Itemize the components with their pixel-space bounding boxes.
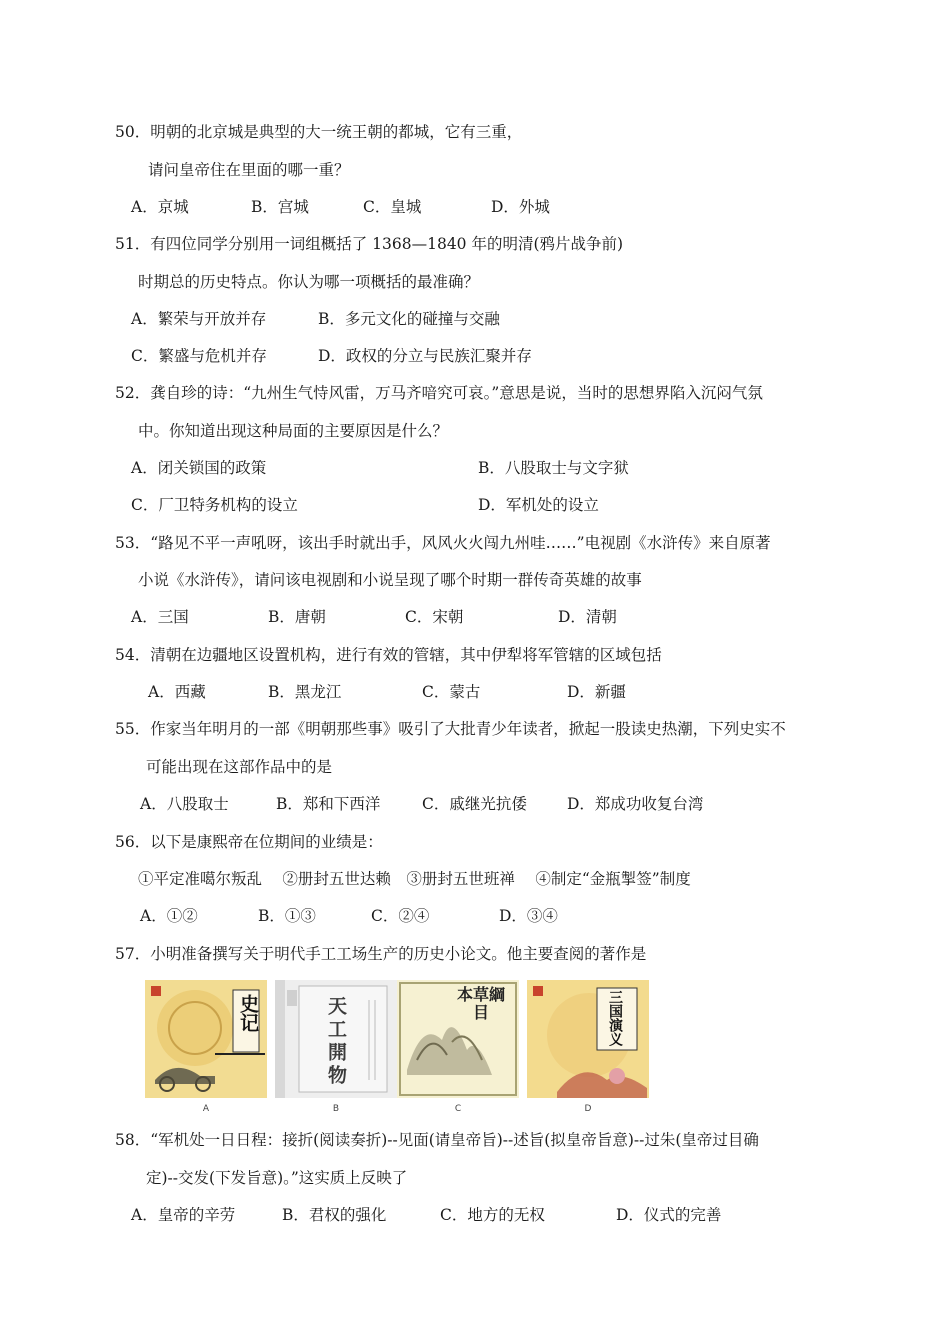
question-52-option-a: A．闭关锁国的政策 (131, 459, 267, 477)
question-58-stem: 58．“军机处一日日程：接折(阅读奏折)--见面(请皇帝旨)--述旨(拟皇帝旨意)--过朱(皇帝过目确 (115, 1131, 759, 1149)
book-b-title: 天工開物 (325, 996, 347, 1088)
question-53-option-d: D．清朝 (558, 608, 617, 626)
question-56-option-d: D．③④ (499, 907, 558, 925)
question-50-stem: 50．明朝的北京城是典型的大一统王朝的都城，它有三重， (115, 123, 523, 141)
book-cover-d (527, 980, 649, 1098)
question-51-option-d: D．政权的分立与民族汇聚并存 (318, 347, 532, 365)
question-58-option-a: A．皇帝的辛劳 (131, 1206, 236, 1224)
question-58-stem-cont: 定)--交发(下发旨意)。”这实质上反映了 (146, 1169, 408, 1187)
question-54-option-c: C．蒙古 (422, 683, 481, 701)
book-d-caption: D (584, 1104, 592, 1114)
question-51-stem-cont: 时期总的历史特点。你认为哪一项概括的最准确？ (138, 273, 480, 291)
question-53-stem-cont: 小说《水浒传》，请问该电视剧和小说呈现了哪个时期一群传奇英雄的故事 (138, 571, 642, 589)
book-a-title: 史记 (237, 994, 259, 1032)
question-54-option-b: B．黑龙江 (268, 683, 342, 701)
question-52-stem: 52．龚自珍的诗：“九州生气恃风雷，万马齐喑究可哀。”意思是说，当时的思想界陷入沉闷气氛 (115, 384, 763, 402)
question-54-stem: 54．清朝在边疆地区设置机构，进行有效的管辖，其中伊犁将军管辖的区域包括 (115, 646, 662, 664)
question-54-option-d: D．新疆 (567, 683, 626, 701)
question-51-option-a: A．繁荣与开放并存 (131, 310, 267, 328)
book-c-caption: C (454, 1104, 462, 1114)
question-53-option-b: B．唐朝 (268, 608, 326, 626)
question-50-option-b: B．宫城 (251, 198, 309, 216)
question-50-stem-cont: 请问皇帝住在里面的哪一重？ (148, 161, 350, 179)
book-b-caption: B (332, 1104, 340, 1114)
question-55-stem: 55．作家当年明月的一部《明朝那些事》吸引了大批青少年读者，掀起一股读史热潮，下列史实不 (115, 720, 786, 738)
question-56-option-a: A．①② (140, 907, 198, 925)
book-a-caption: A (202, 1104, 210, 1114)
question-54-option-a: A．西藏 (148, 683, 206, 701)
question-53-stem: 53．“路见不平一声吼呀，该出手时就出手，风风火火闯九州哇……”电视剧《水浒传》来自原著 (115, 534, 771, 552)
book-cover-images (145, 980, 665, 1115)
question-51-option-b: B．多元文化的碰撞与交融 (318, 310, 500, 328)
book-cover-a (145, 980, 267, 1098)
question-56-option-c: C．②④ (371, 907, 430, 925)
question-52-option-d: D．军机处的设立 (478, 496, 599, 514)
question-55-option-a: A．八股取士 (140, 795, 229, 813)
question-55-option-c: C．戚继光抗倭 (422, 795, 527, 813)
question-52-stem-cont: 中。你知道出现这种局面的主要原因是什么？ (138, 422, 449, 440)
book-cover-c (397, 980, 519, 1098)
question-52-option-b: B．八股取士与文字狱 (478, 459, 629, 477)
question-57-stem: 57．小明准备撰写关于明代手工工场生产的历史小论文。他主要查阅的著作是 (115, 945, 647, 963)
question-58-option-c: C．地方的无权 (440, 1206, 545, 1224)
question-53-option-c: C．宋朝 (405, 608, 464, 626)
question-56-option-b: B．①③ (258, 907, 316, 925)
question-51-option-c: C．繁盛与危机并存 (131, 347, 267, 365)
question-50-option-a: A．京城 (131, 198, 189, 216)
question-56-stem: 56．以下是康熙帝在位期间的业绩是： (115, 833, 383, 851)
question-55-stem-cont: 可能出现在这部作品中的是 (146, 758, 333, 776)
question-56-items: ①平定准噶尔叛乱 ②册封五世达赖 ③册封五世班禅 ④制定“金瓶掣签”制度 (138, 870, 691, 888)
question-53-option-a: A．三国 (131, 608, 189, 626)
question-58-option-d: D．仪式的完善 (616, 1206, 722, 1224)
question-51-stem: 51．有四位同学分别用一词组概括了 1368—1840 年的明清(鸦片战争前) (115, 235, 624, 253)
question-50-option-c: C．皇城 (363, 198, 422, 216)
question-55-option-b: B．郑和下西洋 (276, 795, 381, 813)
question-52-option-c: C．厂卫特务机构的设立 (131, 496, 298, 514)
question-55-option-d: D．郑成功收复台湾 (567, 795, 704, 813)
question-58-option-b: B．君权的强化 (282, 1206, 387, 1224)
book-d-title: 三国演义 (607, 990, 623, 1046)
book-cover-b (275, 980, 397, 1098)
book-c-title: 本草綱目 (456, 985, 505, 1022)
question-50-option-d: D．外城 (491, 198, 550, 216)
